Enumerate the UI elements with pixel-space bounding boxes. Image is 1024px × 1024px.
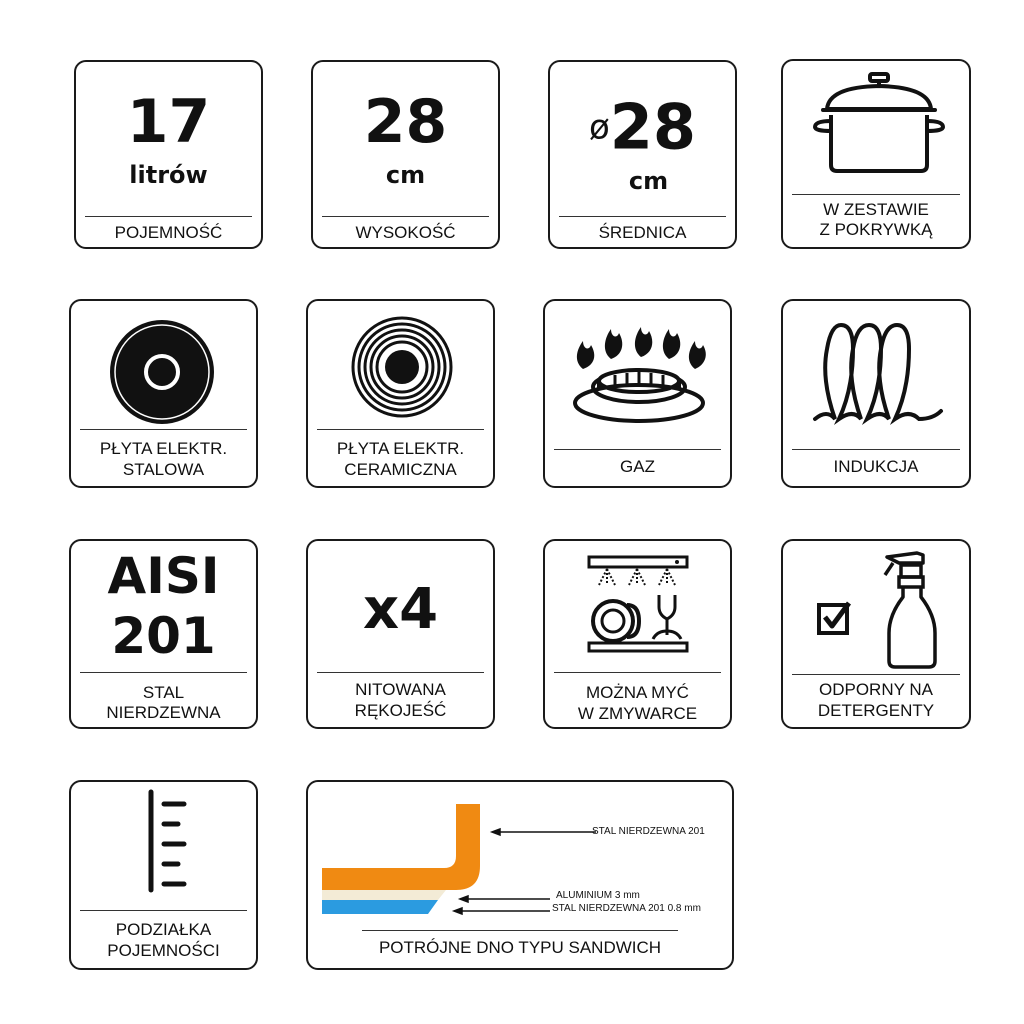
steel-hotplate-card	[69, 299, 258, 488]
divider	[554, 449, 721, 450]
steel-hotplate-label-2: STALOWA	[122, 460, 205, 479]
diameter-value-group	[550, 90, 735, 164]
dishwasher-label-1: MOŻNA MYĆ	[586, 683, 689, 702]
lid-card	[781, 59, 971, 249]
steel-grade-line2: 201	[111, 607, 216, 665]
measuring-scale-icon	[146, 788, 190, 894]
divider	[559, 216, 726, 217]
induction-card	[781, 299, 971, 488]
height-card	[311, 60, 500, 249]
lid-label-1: W ZESTAWIE	[823, 200, 929, 219]
ceramic-hotplate-label-1: PŁYTA ELEKTR.	[336, 439, 465, 458]
diameter-symbol: ø	[588, 107, 610, 148]
dishwasher-label-2: W ZMYWARCE	[577, 704, 698, 723]
ceramic-hotplate-label-2: CERAMICZNA	[344, 460, 457, 479]
gas-burner-icon	[571, 325, 707, 425]
dishwasher-card	[543, 539, 732, 729]
steel-hotplate-icon	[108, 318, 216, 426]
detergent-card	[781, 539, 971, 729]
diameter-unit: cm	[628, 167, 669, 195]
ceramic-hotplate-icon	[350, 315, 454, 419]
rivets-label-2: RĘKOJEŚĆ	[354, 701, 447, 720]
detergent-label-1: ODPORNY NA	[819, 680, 933, 699]
diameter-card	[548, 60, 737, 249]
scale-label-2: POJEMNOŚCI	[107, 941, 220, 960]
rivets-card	[306, 539, 495, 729]
steel-grade-card	[69, 539, 258, 729]
spray-bottle-icon	[881, 549, 943, 669]
sandwich-label: POTRÓJNE DNO TYPU SANDWICH	[378, 938, 662, 957]
divider	[362, 930, 678, 931]
capacity-label: POJEMNOŚĆ	[114, 223, 223, 242]
divider	[80, 910, 247, 911]
pot-with-lid-icon	[813, 73, 943, 173]
layer-bottom-label: STAL NIERDZEWNA 201 0.8 mm	[552, 903, 701, 914]
steel-hotplate-label-1: PŁYTA ELEKTR.	[99, 439, 228, 458]
diameter-label: ŚREDNICA	[598, 223, 687, 242]
capacity-unit: litrów	[129, 161, 208, 189]
height-value: 28	[363, 87, 448, 157]
layer-mid-label: ALUMINIUM 3 mm	[556, 890, 640, 901]
steel-grade-line1: AISI	[107, 547, 220, 605]
layer-top-label: STAL NIERDZEWNA 201	[592, 826, 705, 837]
divider	[80, 672, 247, 673]
divider	[80, 429, 247, 430]
layer-aluminium-mark	[322, 890, 446, 900]
capacity-card	[74, 60, 263, 249]
divider	[792, 194, 960, 195]
sandwich-card	[306, 780, 734, 970]
divider	[317, 429, 484, 430]
scale-card	[69, 780, 258, 970]
diameter-value: 28	[609, 90, 697, 164]
layer-steel-mark	[322, 804, 480, 890]
rivets-label-1: NITOWANA	[355, 680, 446, 699]
induction-label: INDUKCJA	[833, 457, 919, 476]
divider	[85, 216, 252, 217]
dishwasher-icon	[587, 555, 691, 655]
capacity-value: 17	[126, 87, 211, 157]
steel-grade-label-2: NIERDZEWNA	[106, 703, 221, 722]
height-label: WYSOKOŚĆ	[355, 223, 456, 242]
induction-coil-icon	[813, 319, 943, 427]
ceramic-hotplate-card	[306, 299, 495, 488]
divider	[792, 449, 960, 450]
scale-label-1: PODZIAŁKA	[115, 920, 212, 939]
height-unit: cm	[385, 161, 426, 189]
steel-grade-label-1: STAL	[142, 683, 185, 702]
checkbox-checked-icon	[817, 599, 857, 639]
gas-card	[543, 299, 732, 488]
gas-label: GAZ	[620, 457, 655, 476]
layer-bottom-mark	[322, 900, 438, 914]
divider	[317, 672, 484, 673]
rivets-value: x4	[362, 577, 439, 642]
divider	[792, 674, 960, 675]
divider	[322, 216, 489, 217]
detergent-label-2: DETERGENTY	[817, 701, 935, 720]
lid-label-2: Z POKRYWKĄ	[819, 220, 933, 239]
divider	[554, 672, 721, 673]
